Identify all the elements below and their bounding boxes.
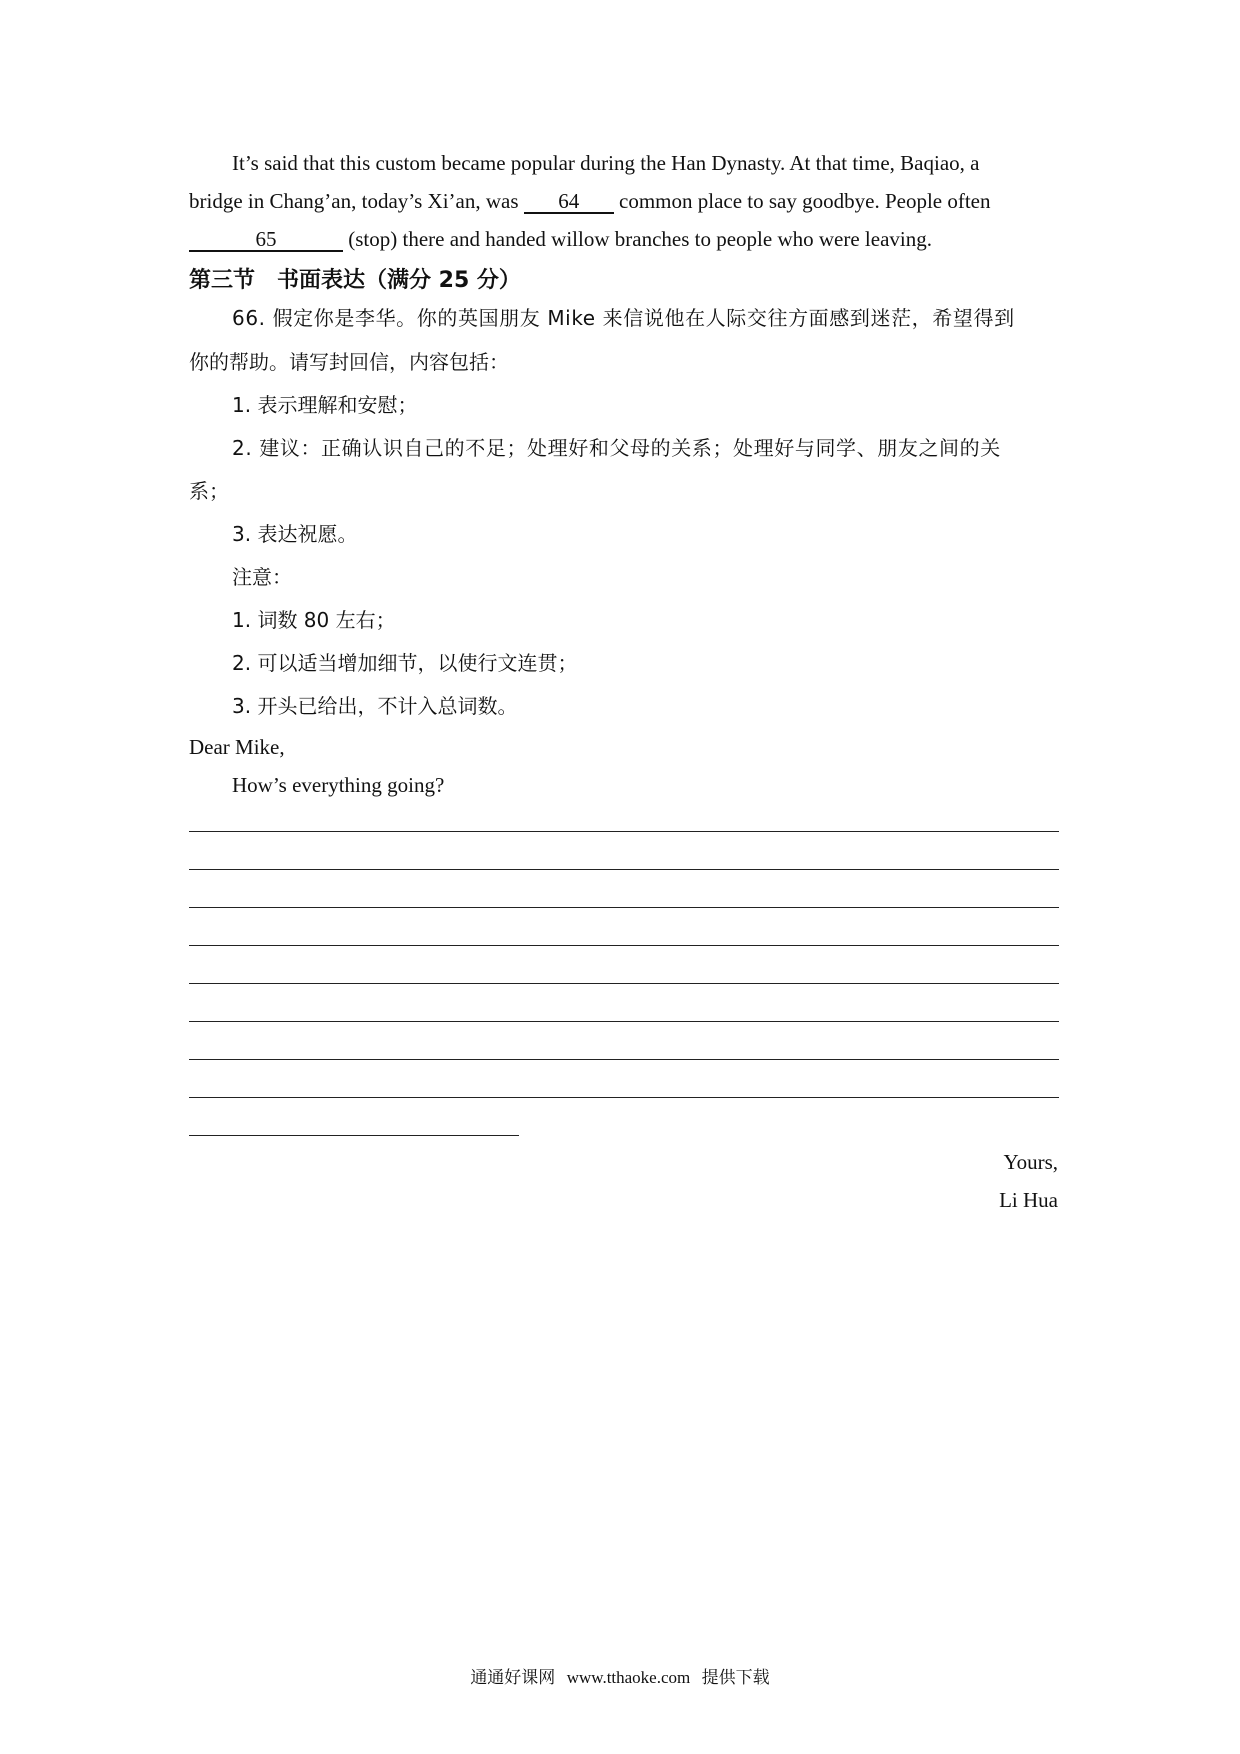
writing-line <box>189 1021 1059 1022</box>
content-item-1: 1. 表示理解和安慰； <box>232 393 418 417</box>
passage-line-2-start: bridge in Chang’an, today’s Xi’an, was <box>189 189 519 213</box>
blank-65: 65 <box>189 229 343 252</box>
page-footer <box>0 1663 1240 1688</box>
passage-line-2 <box>189 191 991 214</box>
letter-opening: How’s everything going? <box>232 773 445 797</box>
passage-line-2-end: common place to say goodbye. People often <box>619 189 991 213</box>
question-66-line-2: 你的帮助。请写封回信，内容包括： <box>189 350 509 374</box>
writing-line <box>189 1135 519 1136</box>
note-1: 1. 词数 80 左右； <box>232 608 396 632</box>
question-66-line-1: 66. 假定你是李华。你的英国朋友 Mike 来信说他在人际交往方面感到迷茫，希望得到 <box>232 306 1015 330</box>
writing-line <box>189 831 1059 832</box>
passage-line-1: It’s said that this custom became popular during the Han Dynasty. At that time, Baqiao, a <box>232 151 980 175</box>
passage-line-3 <box>189 229 932 252</box>
content-item-3: 3. 表达祝愿。 <box>232 522 358 546</box>
writing-line <box>189 983 1059 984</box>
writing-line <box>189 1059 1059 1060</box>
writing-line <box>189 907 1059 908</box>
footer-suffix: 提供下载 <box>701 1668 770 1688</box>
note-2: 2. 可以适当增加细节，以使行文连贯； <box>232 651 578 675</box>
content-item-2-line-1: 2. 建议：正确认识自己的不足；处理好和父母的关系；处理好与同学、朋友之间的关 <box>232 436 1001 460</box>
blank-64: 64 <box>524 191 614 214</box>
content-item-2-line-2: 系； <box>189 479 229 503</box>
footer-site-name: 通通好课网 <box>470 1668 556 1688</box>
writing-line <box>189 1097 1059 1098</box>
letter-salutation: Dear Mike, <box>189 735 285 759</box>
writing-line <box>189 945 1059 946</box>
note-3: 3. 开头已给出，不计入总词数。 <box>232 694 518 718</box>
letter-closing: Yours, <box>1003 1150 1058 1174</box>
note-label: 注意： <box>232 565 292 589</box>
passage-line-3-end: (stop) there and handed willow branches to people who were leaving. <box>348 227 932 251</box>
footer-url: www.tthaoke.com <box>566 1668 691 1687</box>
letter-signature: Li Hua <box>999 1188 1058 1212</box>
section-heading: 第三节 书面表达（满分 25 分） <box>189 268 521 293</box>
writing-line <box>189 869 1059 870</box>
